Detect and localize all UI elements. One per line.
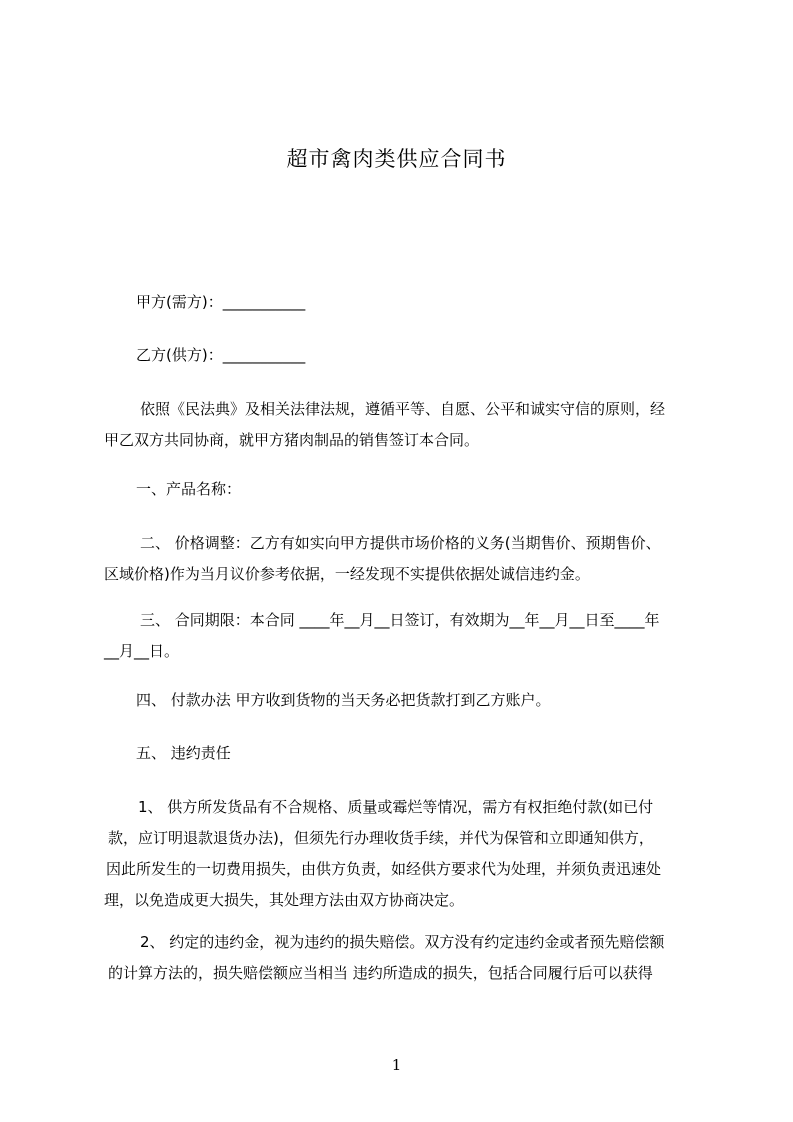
document-title: 超市禽肉类供应合同书 [286, 147, 507, 171]
clause-2-paragraph [108, 927, 665, 989]
intro-line-2: 甲乙双方共同协商，就甲方猪肉制品的销售签订本合同。 [104, 431, 480, 449]
page-number: 1 [391, 1056, 402, 1074]
section-3-paragraph [104, 605, 660, 667]
clause-1-line-1: 1、 供方所发货品有不合规格、质量或霉烂等情况，需方有权拒绝付款(如已付 [138, 798, 654, 816]
clause-2-line-2: 的计算方法的，损失赔偿额应当相当 违约所造成的损失，包括合同履行后可以获得 [108, 964, 653, 982]
intro-paragraph [104, 394, 666, 456]
party-b-line: 乙方(供方)：___________ [136, 346, 306, 364]
section-4-line: 四、 付款办法 甲方收到货物的当天务必把货款打到乙方账户。 [136, 691, 551, 709]
clause-1-paragraph [104, 792, 662, 916]
section-3-line-2: __月__日。 [104, 642, 180, 660]
clause-1-line-4: 理，以免造成更大损失，其处理方法由双方协商决定。 [104, 891, 465, 909]
section-2-line-1: 二、 价格调整：乙方有如实向甲方提供市场价格的义务(当期售价、预期售价、 [140, 534, 661, 552]
section-5-heading: 五、 违约责任 [136, 744, 231, 762]
section-2-paragraph [104, 528, 661, 590]
party-a-line: 甲方(需方)：___________ [136, 293, 306, 311]
section-3-line-1: 三、 合同期限：本合同 ____年__月__日签订，有效期为__年__月__日至____年 [140, 611, 660, 629]
clause-2-line-1: 2、 约定的违约金，视为违约的损失赔偿。双方没有约定违约金或者预先赔偿额 [140, 933, 665, 951]
section-2-line-2: 区域价格)作为当月议价参考依据，一经发现不实提供依据处诚信违约金。 [104, 565, 590, 583]
clause-1-line-2: 款，应订明退款退货办法)，但须先行办理收货手续，并代为保管和立即通知供方， [108, 829, 654, 847]
section-1-heading: 一、产品名称： [136, 480, 242, 498]
intro-line-1: 依照《民法典》及相关法律法规，遵循平等、自愿、公平和诚实守信的原则，经 [140, 400, 666, 418]
clause-1-line-3: 因此所发生的一切费用损失，由供方负责，如经供方要求代为处理，并须负责迅速处 [106, 860, 662, 878]
